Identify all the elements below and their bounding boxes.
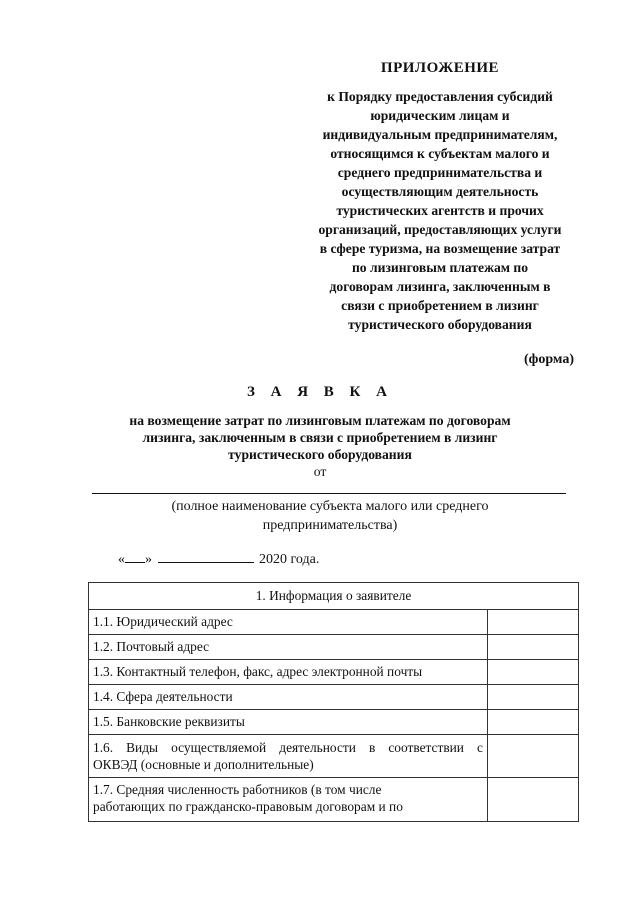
appendix-line: туристического оборудования bbox=[348, 317, 532, 332]
row-value-cell[interactable] bbox=[488, 778, 579, 822]
row-label-line: 1.7. Средняя численность работников (в том числе bbox=[93, 782, 382, 797]
subtitle-line: лизинга, заключенным в связи с приобретением в лизинг bbox=[142, 430, 498, 445]
table-row bbox=[89, 710, 579, 735]
open-quote: « bbox=[118, 552, 125, 567]
table-row bbox=[89, 660, 579, 685]
table-row bbox=[89, 778, 579, 822]
date-row bbox=[118, 548, 319, 568]
document-subtitle bbox=[60, 412, 580, 481]
row-label: 1.1. Юридический адрес bbox=[89, 610, 488, 635]
close-quote: » bbox=[145, 552, 152, 567]
row-label: 1.5. Банковские реквизиты bbox=[89, 710, 488, 735]
row-value-cell[interactable] bbox=[488, 610, 579, 635]
appendix-line: по лизинговым платежам по bbox=[351, 260, 529, 275]
table-row bbox=[89, 635, 579, 660]
row-value-cell[interactable] bbox=[488, 685, 579, 710]
month-blank[interactable] bbox=[158, 548, 254, 563]
subtitle-line: на возмещение затрат по лизинговым платежам по договорам bbox=[129, 413, 511, 428]
appendix-line: к Порядку предоставления субсидий bbox=[327, 89, 553, 104]
row-label-line: ОКВЭД (основные и дополнительные) bbox=[93, 757, 314, 772]
appendix-line: осуществляющим деятельность bbox=[341, 184, 539, 199]
appendix-title: ПРИЛОЖЕНИЕ bbox=[380, 60, 500, 76]
appendix-line: относящимся к субъектам малого и bbox=[330, 146, 550, 161]
table-row bbox=[89, 735, 579, 778]
applicant-info-table bbox=[88, 582, 579, 822]
appendix-line: туристических агентств и прочих bbox=[336, 203, 544, 218]
appendix-line: договорам лизинга, заключенным в bbox=[329, 279, 551, 294]
row-label bbox=[89, 778, 488, 822]
row-value-cell[interactable] bbox=[488, 735, 579, 778]
year-text: 2020 года. bbox=[259, 552, 320, 567]
applicant-name-caption bbox=[80, 497, 580, 535]
appendix-line: среднего предпринимательства и bbox=[337, 165, 543, 180]
row-label: 1.4. Сфера деятельности bbox=[89, 685, 488, 710]
row-value-cell[interactable] bbox=[488, 635, 579, 660]
applicant-name-blank[interactable] bbox=[92, 493, 566, 494]
row-label: 1.2. Почтовый адрес bbox=[89, 635, 488, 660]
row-label-line: работающих по гражданско-правовым договорам и по bbox=[93, 799, 403, 814]
appendix-block bbox=[300, 60, 580, 334]
form-label: (форма) bbox=[523, 352, 574, 367]
table-header: 1. Информация о заявителе bbox=[89, 583, 579, 610]
appendix-line: связи с приобретением в лизинг bbox=[341, 298, 539, 313]
table-row bbox=[89, 685, 579, 710]
appendix-line: юридическим лицам и bbox=[370, 108, 510, 123]
from-label: от bbox=[313, 464, 327, 479]
appendix-line: в сфере туризма, на возмещение затрат bbox=[319, 241, 561, 256]
document-title: З А Я В К А bbox=[246, 384, 394, 400]
row-label: 1.3. Контактный телефон, факс, адрес электронной почты bbox=[89, 660, 488, 685]
appendix-line: организаций, предоставляющих услуги bbox=[318, 222, 562, 237]
row-value-cell[interactable] bbox=[488, 660, 579, 685]
caption-line: (полное наименование субъекта малого или среднего bbox=[171, 499, 489, 514]
subtitle-line: туристического оборудования bbox=[228, 447, 412, 462]
table-row bbox=[89, 610, 579, 635]
row-label-line: 1.6. Виды осуществляемой деятельности в соответствии с bbox=[93, 740, 483, 755]
row-label bbox=[89, 735, 488, 778]
appendix-line: индивидуальным предпринимателям, bbox=[322, 127, 558, 142]
caption-line: предпринимательства) bbox=[262, 518, 398, 533]
row-value-cell[interactable] bbox=[488, 710, 579, 735]
day-blank[interactable] bbox=[125, 548, 145, 563]
